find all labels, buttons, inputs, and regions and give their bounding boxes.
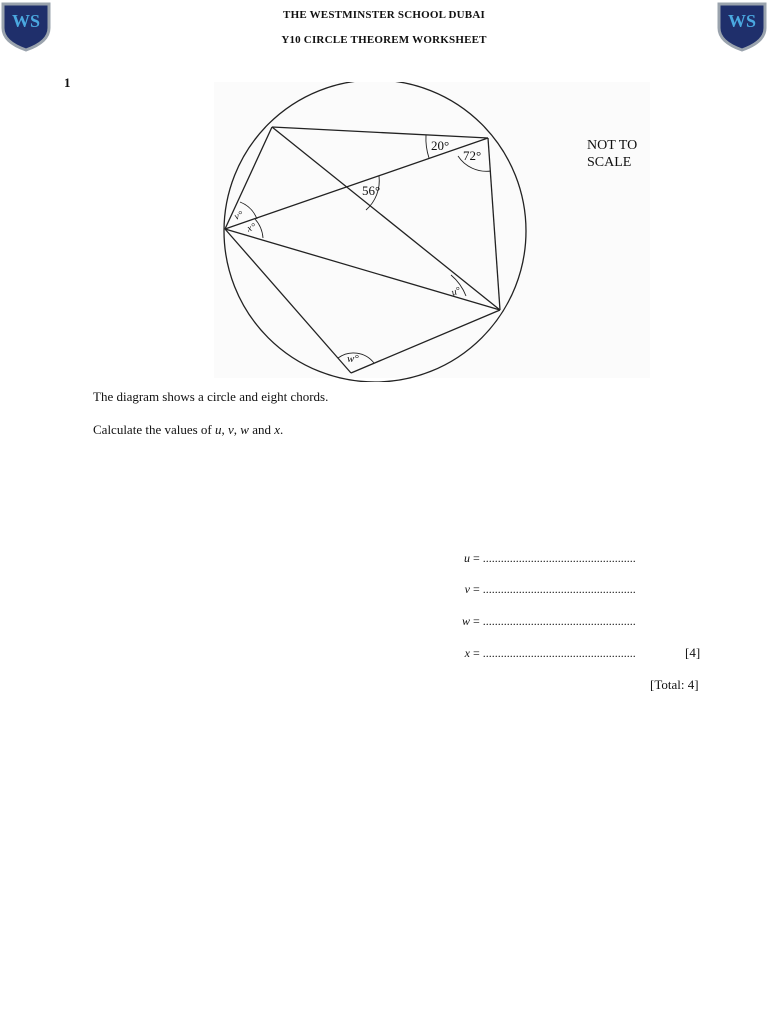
question-intro: The diagram shows a circle and eight chords.: [93, 389, 329, 404]
circle-diagram: [214, 82, 654, 382]
answer-line-w[interactable]: w = ...................................................: [461, 614, 636, 628]
marks-label: [4]: [685, 645, 701, 660]
angle-label-v: v°: [232, 209, 245, 223]
answer-line-v[interactable]: v = ...................................................: [464, 582, 636, 596]
question-number: 1: [64, 75, 71, 90]
worksheet-title: Y10 CIRCLE THEOREM WORKSHEET: [281, 34, 487, 46]
not-to-scale-line2: SCALE: [587, 155, 632, 170]
logo-text: WS: [11, 11, 41, 31]
angle-label-w: w°: [347, 353, 359, 365]
logo-text: WS: [727, 11, 757, 31]
angle-label-72: 72°: [463, 148, 482, 163]
not-to-scale-line1: NOT TO: [587, 138, 638, 153]
page-header: [0, 8, 768, 58]
angle-label-u: u°: [449, 285, 463, 299]
school-name: THE WESTMINSTER SCHOOL DUBAI: [283, 9, 485, 21]
question-instruction: Calculate the values of u, v, w and x.: [93, 422, 284, 437]
answer-line-u[interactable]: u = ...................................................: [464, 551, 636, 565]
total-marks: [Total: 4]: [650, 677, 699, 692]
angle-label-56: 56°: [362, 183, 381, 198]
angle-label-x: x°: [245, 221, 258, 235]
answer-line-x[interactable]: x = ...................................................: [464, 646, 636, 660]
angle-label-20: 20°: [431, 138, 450, 153]
